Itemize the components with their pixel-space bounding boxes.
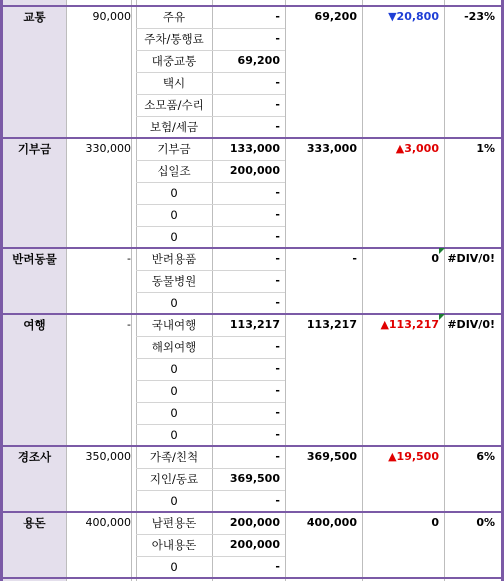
difference-cell[interactable]: 0 [431,516,439,529]
total-cell[interactable]: 69,200 [314,10,357,23]
subcategory-cell[interactable]: 주유 [162,10,186,24]
amount-cell[interactable]: - [275,98,280,111]
amount-cell[interactable]: - [275,428,280,441]
amount-cell[interactable]: - [275,208,280,221]
difference-cell[interactable]: ▼20,800 [388,10,439,23]
column-gridline [66,0,67,581]
subcategory-cell[interactable]: 남편용돈 [151,516,197,530]
amount-cell[interactable]: 369,500 [229,472,280,485]
subcategory-cell[interactable]: 0 [170,186,178,200]
subcategory-cell[interactable]: 반려용품 [151,252,197,266]
subcategory-cell[interactable]: 가족/친척 [149,450,199,464]
difference-cell[interactable]: ▲3,000 [395,142,439,155]
subcategory-cell[interactable]: 0 [170,230,178,244]
column-gridline [285,0,286,581]
comment-marker-icon [439,248,445,254]
subcategory-cell[interactable]: 소모품/수리 [144,98,204,112]
amount-cell[interactable]: - [275,494,280,507]
amount-cell[interactable]: - [275,230,280,243]
column-gridline [444,0,445,581]
subcategory-cell[interactable]: 0 [170,296,178,310]
subcategory-cell[interactable]: 0 [170,406,178,420]
budget-cell[interactable]: - [127,252,131,265]
amount-cell[interactable]: - [275,450,280,463]
category-name[interactable]: 반려동물 [12,252,57,266]
budget-cell[interactable]: 400,000 [85,516,131,529]
amount-cell[interactable]: 200,000 [229,516,280,529]
category-name[interactable]: 여행 [23,318,46,332]
difference-cell[interactable]: 0 [431,252,439,265]
amount-cell[interactable]: - [275,406,280,419]
amount-cell[interactable]: - [275,560,280,573]
percent-cell[interactable]: -23% [464,10,495,23]
category-name[interactable]: 기부금 [17,142,52,156]
column-gridline [131,0,132,581]
amount-cell[interactable]: - [275,296,280,309]
total-cell[interactable]: 333,000 [306,142,357,155]
amount-cell[interactable]: - [275,32,280,45]
difference-cell[interactable]: ▲19,500 [388,450,439,463]
subcategory-cell[interactable]: 국내여행 [151,318,197,332]
percent-cell[interactable]: 6% [476,450,495,463]
total-cell[interactable]: - [352,252,357,265]
budget-cell[interactable]: 350,000 [85,450,131,463]
category-name[interactable]: 교통 [23,10,46,24]
subcategory-cell[interactable]: 기부금 [157,142,191,156]
percent-cell[interactable]: #DIV/0! [447,252,495,265]
subcategory-cell[interactable]: 택시 [162,76,186,90]
amount-cell[interactable]: - [275,252,280,265]
amount-cell[interactable]: 200,000 [229,538,280,551]
subcategory-cell[interactable]: 대중교통 [151,54,197,68]
total-cell[interactable]: 400,000 [306,516,357,529]
subcategory-cell[interactable]: 동물병원 [151,274,197,288]
amount-cell[interactable]: 133,000 [229,142,280,155]
budget-cell[interactable]: 90,000 [92,10,131,23]
percent-cell[interactable]: 0% [476,516,495,529]
comment-marker-icon [439,314,445,320]
amount-cell[interactable]: - [275,76,280,89]
subcategory-cell[interactable]: 주차/통행료 [144,32,204,46]
subcategory-cell[interactable]: 0 [170,384,178,398]
subcategory-cell[interactable]: 십일조 [157,164,191,178]
total-cell[interactable]: 369,500 [306,450,357,463]
subcategory-cell[interactable]: 0 [170,208,178,222]
category-name[interactable]: 경조사 [17,450,52,464]
amount-cell[interactable]: - [275,120,280,133]
amount-cell[interactable]: - [275,10,280,23]
amount-cell[interactable]: - [275,340,280,353]
budget-cell[interactable]: 330,000 [85,142,131,155]
amount-cell[interactable]: - [275,362,280,375]
subcategory-cell[interactable]: 0 [170,560,178,574]
subcategory-cell[interactable]: 아내용돈 [151,538,197,552]
amount-cell[interactable]: 69,200 [237,54,280,67]
subcategory-cell[interactable]: 0 [170,494,178,508]
subcategory-cell[interactable]: 0 [170,362,178,376]
subcategory-cell[interactable]: 지인/동료 [149,472,199,486]
difference-cell[interactable]: ▲113,217 [380,318,439,331]
left-frame-border [0,0,3,581]
subcategory-cell[interactable]: 보험/세금 [149,120,199,134]
amount-cell[interactable]: - [275,274,280,287]
column-gridline [362,0,363,581]
subcategory-cell[interactable]: 해외여행 [151,340,197,354]
percent-cell[interactable]: #DIV/0! [447,318,495,331]
amount-cell[interactable]: - [275,384,280,397]
budget-cell[interactable]: - [127,318,131,331]
total-cell[interactable]: 113,217 [306,318,357,331]
amount-cell[interactable]: 113,217 [229,318,280,331]
category-name[interactable]: 용돈 [23,516,46,530]
subcategory-cell[interactable]: 0 [170,428,178,442]
amount-cell[interactable]: - [275,186,280,199]
percent-cell[interactable]: 1% [476,142,495,155]
amount-cell[interactable]: 200,000 [229,164,280,177]
